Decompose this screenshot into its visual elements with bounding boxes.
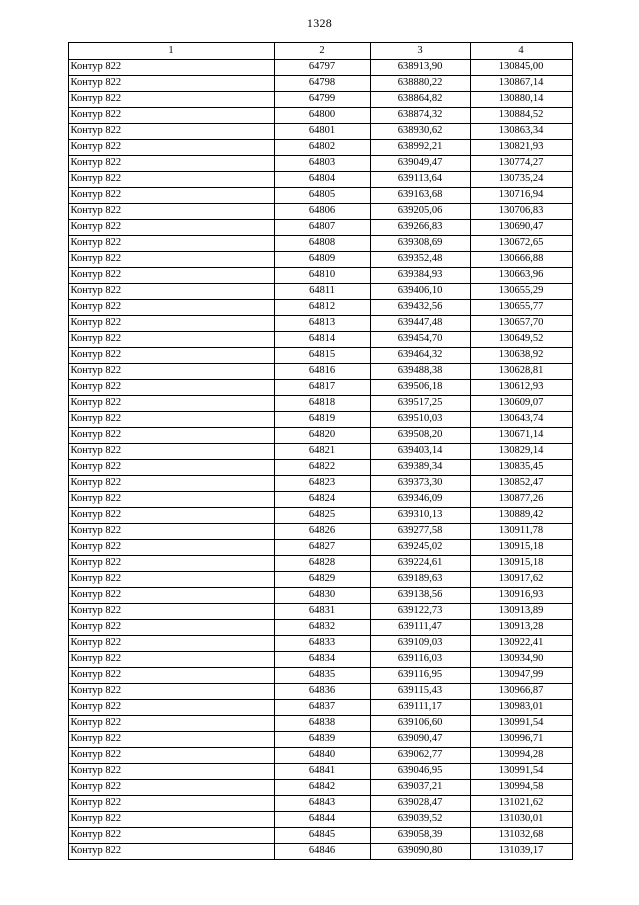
table-row	[68, 412, 572, 428]
cell-point-number: 64806	[274, 204, 370, 220]
cell-contour-name: Контур 822	[68, 492, 274, 508]
cell-point-number: 64825	[274, 508, 370, 524]
cell-point-number: 64834	[274, 652, 370, 668]
cell-coordinate-y: 130994,28	[470, 748, 572, 764]
cell-coordinate-x: 639488,38	[370, 364, 470, 380]
cell-contour-name: Контур 822	[68, 476, 274, 492]
cell-point-number: 64810	[274, 268, 370, 284]
cell-contour-name: Контур 822	[68, 828, 274, 844]
cell-coordinate-x: 639122,73	[370, 604, 470, 620]
cell-point-number: 64846	[274, 844, 370, 860]
cell-coordinate-y: 130663,96	[470, 268, 572, 284]
cell-coordinate-x: 638992,21	[370, 140, 470, 156]
table-row	[68, 316, 572, 332]
cell-point-number: 64842	[274, 780, 370, 796]
cell-coordinate-y: 130991,54	[470, 716, 572, 732]
cell-coordinate-x: 638864,82	[370, 92, 470, 108]
cell-point-number: 64799	[274, 92, 370, 108]
cell-contour-name: Контур 822	[68, 780, 274, 796]
cell-point-number: 64800	[274, 108, 370, 124]
cell-coordinate-x: 638930,62	[370, 124, 470, 140]
cell-point-number: 64828	[274, 556, 370, 572]
cell-coordinate-y: 130655,29	[470, 284, 572, 300]
cell-contour-name: Контур 822	[68, 348, 274, 364]
cell-coordinate-y: 130994,58	[470, 780, 572, 796]
cell-coordinate-y: 130628,81	[470, 364, 572, 380]
table-row	[68, 156, 572, 172]
cell-point-number: 64814	[274, 332, 370, 348]
cell-point-number: 64798	[274, 76, 370, 92]
cell-coordinate-y: 130996,71	[470, 732, 572, 748]
cell-contour-name: Контур 822	[68, 172, 274, 188]
cell-point-number: 64822	[274, 460, 370, 476]
cell-coordinate-y: 130877,26	[470, 492, 572, 508]
cell-contour-name: Контур 822	[68, 268, 274, 284]
cell-coordinate-x: 639106,60	[370, 716, 470, 732]
cell-coordinate-y: 131032,68	[470, 828, 572, 844]
cell-coordinate-x: 639111,47	[370, 620, 470, 636]
cell-coordinate-x: 639090,80	[370, 844, 470, 860]
cell-contour-name: Контур 822	[68, 92, 274, 108]
cell-point-number: 64821	[274, 444, 370, 460]
cell-coordinate-y: 130852,47	[470, 476, 572, 492]
cell-coordinate-x: 639432,56	[370, 300, 470, 316]
cell-coordinate-x: 639062,77	[370, 748, 470, 764]
cell-point-number: 64824	[274, 492, 370, 508]
table-row	[68, 60, 572, 76]
cell-point-number: 64809	[274, 252, 370, 268]
cell-coordinate-y: 130845,00	[470, 60, 572, 76]
table-row	[68, 188, 572, 204]
table-row	[68, 300, 572, 316]
cell-coordinate-y: 130643,74	[470, 412, 572, 428]
cell-coordinate-y: 130922,41	[470, 636, 572, 652]
cell-coordinate-y: 130716,94	[470, 188, 572, 204]
cell-point-number: 64839	[274, 732, 370, 748]
cell-coordinate-y: 130657,70	[470, 316, 572, 332]
cell-point-number: 64801	[274, 124, 370, 140]
cell-point-number: 64818	[274, 396, 370, 412]
cell-contour-name: Контур 822	[68, 668, 274, 684]
table-row	[68, 428, 572, 444]
cell-contour-name: Контур 822	[68, 716, 274, 732]
cell-coordinate-x: 639224,61	[370, 556, 470, 572]
cell-coordinate-y: 130671,14	[470, 428, 572, 444]
cell-coordinate-y: 130915,18	[470, 540, 572, 556]
cell-point-number: 64816	[274, 364, 370, 380]
cell-contour-name: Контур 822	[68, 380, 274, 396]
table-row	[68, 284, 572, 300]
cell-point-number: 64832	[274, 620, 370, 636]
cell-coordinate-y: 131039,17	[470, 844, 572, 860]
cell-contour-name: Контур 822	[68, 156, 274, 172]
cell-contour-name: Контур 822	[68, 508, 274, 524]
cell-coordinate-x: 638913,90	[370, 60, 470, 76]
cell-point-number: 64830	[274, 588, 370, 604]
table-row	[68, 556, 572, 572]
table-row	[68, 204, 572, 220]
table-row	[68, 492, 572, 508]
cell-coordinate-y: 130774,27	[470, 156, 572, 172]
cell-coordinate-y: 130706,83	[470, 204, 572, 220]
cell-coordinate-x: 639389,34	[370, 460, 470, 476]
cell-point-number: 64840	[274, 748, 370, 764]
cell-point-number: 64804	[274, 172, 370, 188]
table-row	[68, 716, 572, 732]
cell-coordinate-y: 130934,90	[470, 652, 572, 668]
table-row	[68, 604, 572, 620]
cell-point-number: 64838	[274, 716, 370, 732]
cell-point-number: 64811	[274, 284, 370, 300]
column-header-2: 2	[274, 43, 370, 60]
table-row	[68, 748, 572, 764]
coordinates-table	[68, 42, 573, 860]
cell-contour-name: Контур 822	[68, 364, 274, 380]
cell-coordinate-y: 130884,52	[470, 108, 572, 124]
table-row	[68, 588, 572, 604]
cell-coordinate-x: 639373,30	[370, 476, 470, 492]
cell-coordinate-x: 639310,13	[370, 508, 470, 524]
table-row	[68, 732, 572, 748]
cell-point-number: 64827	[274, 540, 370, 556]
cell-contour-name: Контур 822	[68, 732, 274, 748]
cell-coordinate-x: 639346,09	[370, 492, 470, 508]
cell-contour-name: Контур 822	[68, 604, 274, 620]
cell-contour-name: Контур 822	[68, 204, 274, 220]
table-row	[68, 844, 572, 860]
cell-contour-name: Контур 822	[68, 684, 274, 700]
cell-contour-name: Контур 822	[68, 636, 274, 652]
table-row	[68, 620, 572, 636]
cell-contour-name: Контур 822	[68, 76, 274, 92]
cell-coordinate-y: 130735,24	[470, 172, 572, 188]
cell-point-number: 64820	[274, 428, 370, 444]
cell-contour-name: Контур 822	[68, 540, 274, 556]
cell-contour-name: Контур 822	[68, 428, 274, 444]
cell-coordinate-y: 130690,47	[470, 220, 572, 236]
table-row	[68, 444, 572, 460]
table-row	[68, 684, 572, 700]
column-header-1: 1	[68, 43, 274, 60]
cell-coordinate-y: 131021,62	[470, 796, 572, 812]
table-row	[68, 700, 572, 716]
cell-coordinate-y: 130821,93	[470, 140, 572, 156]
cell-coordinate-y: 130880,14	[470, 92, 572, 108]
cell-coordinate-x: 639403,14	[370, 444, 470, 460]
cell-contour-name: Контур 822	[68, 620, 274, 636]
cell-contour-name: Контур 822	[68, 524, 274, 540]
cell-point-number: 64845	[274, 828, 370, 844]
cell-point-number: 64836	[274, 684, 370, 700]
table-row	[68, 668, 572, 684]
cell-contour-name: Контур 822	[68, 108, 274, 124]
cell-contour-name: Контур 822	[68, 140, 274, 156]
cell-coordinate-y: 130913,89	[470, 604, 572, 620]
table-row	[68, 380, 572, 396]
table-row	[68, 652, 572, 668]
table-row	[68, 108, 572, 124]
table-row	[68, 636, 572, 652]
table-row	[68, 332, 572, 348]
cell-coordinate-x: 639039,52	[370, 812, 470, 828]
table-row	[68, 524, 572, 540]
cell-coordinate-y: 131030,01	[470, 812, 572, 828]
cell-coordinate-x: 639111,17	[370, 700, 470, 716]
cell-coordinate-x: 639308,69	[370, 236, 470, 252]
cell-coordinate-y: 130889,42	[470, 508, 572, 524]
cell-point-number: 64829	[274, 572, 370, 588]
cell-coordinate-y: 130672,65	[470, 236, 572, 252]
cell-contour-name: Контур 822	[68, 764, 274, 780]
cell-point-number: 64831	[274, 604, 370, 620]
cell-coordinate-x: 639510,03	[370, 412, 470, 428]
table-row	[68, 572, 572, 588]
cell-point-number: 64817	[274, 380, 370, 396]
cell-point-number: 64844	[274, 812, 370, 828]
cell-point-number: 64815	[274, 348, 370, 364]
table-row	[68, 828, 572, 844]
cell-coordinate-y: 130915,18	[470, 556, 572, 572]
cell-coordinate-y: 130983,01	[470, 700, 572, 716]
cell-point-number: 64808	[274, 236, 370, 252]
table-row	[68, 396, 572, 412]
cell-contour-name: Контур 822	[68, 844, 274, 860]
table-header-row	[68, 43, 572, 60]
table-row	[68, 796, 572, 812]
cell-coordinate-x: 639109,03	[370, 636, 470, 652]
cell-contour-name: Контур 822	[68, 748, 274, 764]
table-body	[68, 60, 572, 860]
cell-coordinate-y: 130911,78	[470, 524, 572, 540]
cell-coordinate-x: 639049,47	[370, 156, 470, 172]
cell-coordinate-x: 639266,83	[370, 220, 470, 236]
cell-coordinate-y: 130991,54	[470, 764, 572, 780]
table-row	[68, 508, 572, 524]
cell-coordinate-y: 130947,99	[470, 668, 572, 684]
cell-coordinate-x: 639090,47	[370, 732, 470, 748]
cell-coordinate-x: 639163,68	[370, 188, 470, 204]
cell-point-number: 64812	[274, 300, 370, 316]
cell-contour-name: Контур 822	[68, 812, 274, 828]
table-row	[68, 812, 572, 828]
table-row	[68, 268, 572, 284]
cell-contour-name: Контур 822	[68, 252, 274, 268]
cell-point-number: 64823	[274, 476, 370, 492]
cell-point-number: 64833	[274, 636, 370, 652]
cell-coordinate-y: 130917,62	[470, 572, 572, 588]
cell-point-number: 64841	[274, 764, 370, 780]
cell-coordinate-y: 130655,77	[470, 300, 572, 316]
cell-coordinate-x: 639277,58	[370, 524, 470, 540]
table-row	[68, 780, 572, 796]
cell-contour-name: Контур 822	[68, 444, 274, 460]
cell-coordinate-y: 130916,93	[470, 588, 572, 604]
cell-contour-name: Контур 822	[68, 300, 274, 316]
column-header-4: 4	[470, 43, 572, 60]
cell-contour-name: Контур 822	[68, 332, 274, 348]
cell-coordinate-x: 639517,25	[370, 396, 470, 412]
cell-coordinate-y: 130867,14	[470, 76, 572, 92]
cell-coordinate-y: 130913,28	[470, 620, 572, 636]
cell-point-number: 64807	[274, 220, 370, 236]
cell-point-number: 64843	[274, 796, 370, 812]
table-row	[68, 140, 572, 156]
table-row	[68, 172, 572, 188]
cell-contour-name: Контур 822	[68, 652, 274, 668]
cell-coordinate-x: 638880,22	[370, 76, 470, 92]
cell-coordinate-x: 639037,21	[370, 780, 470, 796]
coordinates-table-wrapper	[68, 42, 572, 860]
cell-coordinate-x: 639116,03	[370, 652, 470, 668]
table-row	[68, 540, 572, 556]
cell-coordinate-y: 130609,07	[470, 396, 572, 412]
cell-contour-name: Контур 822	[68, 460, 274, 476]
cell-coordinate-x: 639245,02	[370, 540, 470, 556]
cell-point-number: 64835	[274, 668, 370, 684]
cell-coordinate-x: 639447,48	[370, 316, 470, 332]
cell-contour-name: Контур 822	[68, 188, 274, 204]
cell-coordinate-y: 130829,14	[470, 444, 572, 460]
cell-coordinate-x: 639205,06	[370, 204, 470, 220]
cell-contour-name: Контур 822	[68, 796, 274, 812]
table-header	[68, 43, 572, 60]
cell-coordinate-x: 639138,56	[370, 588, 470, 604]
cell-coordinate-x: 639352,48	[370, 252, 470, 268]
table-row	[68, 764, 572, 780]
cell-point-number: 64837	[274, 700, 370, 716]
table-row	[68, 348, 572, 364]
cell-point-number: 64826	[274, 524, 370, 540]
cell-coordinate-y: 130666,88	[470, 252, 572, 268]
cell-contour-name: Контур 822	[68, 316, 274, 332]
cell-coordinate-x: 639115,43	[370, 684, 470, 700]
cell-contour-name: Контур 822	[68, 412, 274, 428]
cell-contour-name: Контур 822	[68, 396, 274, 412]
cell-coordinate-x: 639046,95	[370, 764, 470, 780]
table-row	[68, 476, 572, 492]
table-row	[68, 364, 572, 380]
cell-coordinate-x: 638874,32	[370, 108, 470, 124]
cell-coordinate-y: 130638,92	[470, 348, 572, 364]
table-row	[68, 76, 572, 92]
cell-contour-name: Контур 822	[68, 700, 274, 716]
cell-point-number: 64803	[274, 156, 370, 172]
page-number: 1328	[306, 16, 333, 30]
cell-coordinate-y: 130863,34	[470, 124, 572, 140]
table-row	[68, 460, 572, 476]
cell-contour-name: Контур 822	[68, 284, 274, 300]
cell-contour-name: Контур 822	[68, 124, 274, 140]
cell-point-number: 64805	[274, 188, 370, 204]
table-row	[68, 252, 572, 268]
cell-coordinate-y: 130612,93	[470, 380, 572, 396]
cell-contour-name: Контур 822	[68, 556, 274, 572]
cell-coordinate-y: 130966,87	[470, 684, 572, 700]
cell-coordinate-y: 130649,52	[470, 332, 572, 348]
cell-coordinate-x: 639454,70	[370, 332, 470, 348]
cell-coordinate-x: 639028,47	[370, 796, 470, 812]
cell-contour-name: Контур 822	[68, 220, 274, 236]
cell-coordinate-x: 639506,18	[370, 380, 470, 396]
cell-coordinate-x: 639464,32	[370, 348, 470, 364]
cell-point-number: 64797	[274, 60, 370, 76]
table-row	[68, 124, 572, 140]
cell-contour-name: Контур 822	[68, 572, 274, 588]
table-row	[68, 92, 572, 108]
cell-contour-name: Контур 822	[68, 236, 274, 252]
cell-point-number: 64819	[274, 412, 370, 428]
column-header-3: 3	[370, 43, 470, 60]
cell-coordinate-x: 639508,20	[370, 428, 470, 444]
table-row	[68, 220, 572, 236]
cell-contour-name: Контур 822	[68, 60, 274, 76]
cell-point-number: 64802	[274, 140, 370, 156]
cell-coordinate-x: 639384,93	[370, 268, 470, 284]
cell-coordinate-x: 639116,95	[370, 668, 470, 684]
cell-coordinate-x: 639058,39	[370, 828, 470, 844]
table-row	[68, 236, 572, 252]
cell-coordinate-x: 639406,10	[370, 284, 470, 300]
cell-coordinate-y: 130835,45	[470, 460, 572, 476]
cell-contour-name: Контур 822	[68, 588, 274, 604]
cell-coordinate-x: 639189,63	[370, 572, 470, 588]
cell-point-number: 64813	[274, 316, 370, 332]
cell-coordinate-x: 639113,64	[370, 172, 470, 188]
